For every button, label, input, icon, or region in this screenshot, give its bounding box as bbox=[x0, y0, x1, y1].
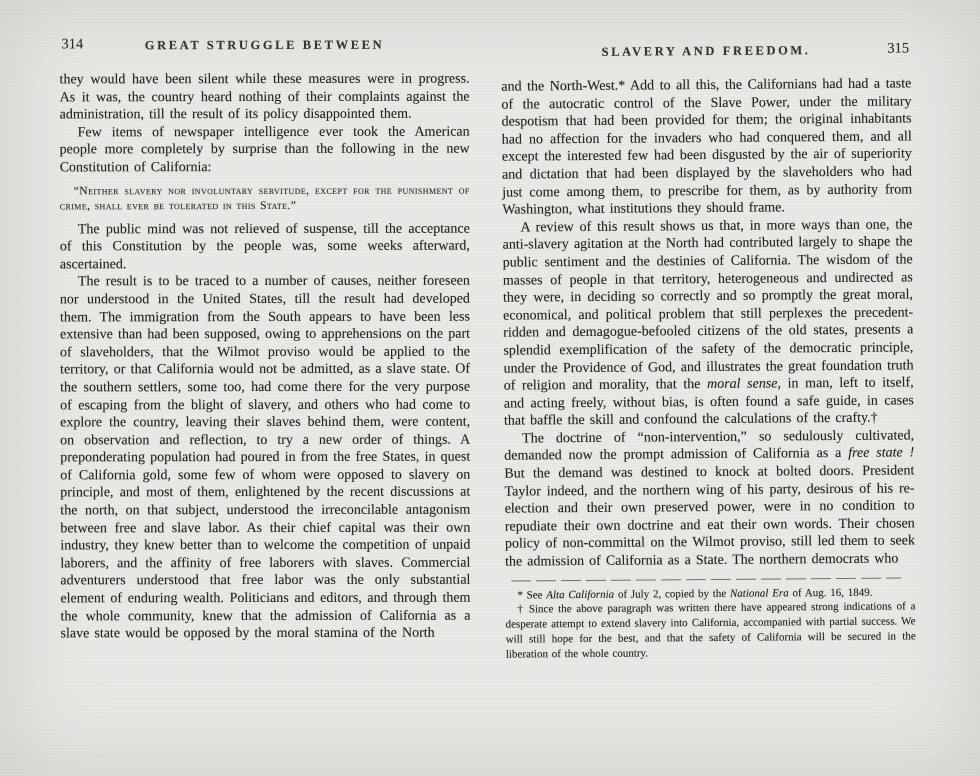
paragraph: The public mind was not relieved of suspense, till the acceptance of this Constitution by the people was, some weeks afterward, ascertained. bbox=[59, 221, 470, 273]
footnote-text: * See bbox=[517, 588, 547, 602]
right-page bbox=[501, 40, 916, 662]
footnote-dagger: † Since the above paragraph was written there have appeared strong indications of a desperate attempt to extend slavery into California, accompanied with partial success. We will still hope for the best, and that the safety of California will be secured in the liberation of the whole country. bbox=[505, 600, 916, 661]
constitution-quote: “Neither slavery nor involuntary servitude, except for the punishment of crime, shall ever be tolerated in this State.” bbox=[59, 183, 470, 213]
paragraph-continuation: and the North-West.* Add to all this, the Californians had had a taste of the autocratic control of the Slave Power, under the military despotism that had been provided for them; the original inhabitants had no affection for the invaders who had conquered them, and all except the interested few had been disgusted by the air of superiority and dictation that had been displayed by the slaveholders who had just come among them, to prescribe for them, as by authority from Washington, what institutions they should frame. bbox=[501, 76, 913, 218]
footnote-text: of July 2, copied by the bbox=[614, 587, 730, 601]
paragraph-continuation: they would have been silent while these measures were in progress. As it was, the country heard nothing of their complaints against the administration, till the result of its policy disappointed them. bbox=[59, 71, 470, 123]
right-page-header bbox=[501, 40, 911, 63]
footnotes bbox=[505, 585, 916, 662]
paragraph bbox=[504, 427, 915, 571]
paragraph bbox=[502, 216, 914, 430]
paragraph-text: The doctrine of “non-intervention,” so sedulously cultivated, demanded now the prompt admission of California as a bbox=[504, 428, 915, 465]
right-page-number: 315 bbox=[887, 40, 910, 57]
paragraph-text: But the demand was destined to knock at bolted doors. President Taylor indeed, and the northern wing of his party, desirous of his re-election and their own preserved power, were in no condition to repudiate their own doctrine and eat their own words. Their chosen policy of non-committal on the Wilmot proviso, still led them to seek the admission of California as a State. The northern democrats who bbox=[504, 463, 915, 570]
paragraph-text: A review of this result shows us that, in more ways than one, the anti-slavery agitation at the North had contributed largely to shape the public sentiment and the destinies of California. The wisdom of the masses of people in that territory, heterogeneous and undirected as they were, in deciding so correctly and so promptly the great moral, economical, and political problem that still perplexes the precedent-ridden and demagogue-befooled citizens of the old states, presents a splendid exemplification of the safety of the democratic principle, under the Providence of God, and illustrates the great foundation truth of religion and morality, that the bbox=[502, 217, 914, 394]
left-running-head: GREAT STRUGGLE BETWEEN bbox=[144, 37, 385, 53]
right-running-head: SLAVERY AND FREEDOM. bbox=[601, 43, 811, 59]
italic-phrase: free state ! bbox=[848, 445, 915, 462]
footnote-text: of Aug. 16, 1849. bbox=[788, 586, 873, 599]
italic-phrase: moral sense, bbox=[707, 376, 782, 393]
paragraph: Few items of newspaper intelligence ever took the American people more completely by surprise than the following in the new Constitution of California: bbox=[59, 124, 470, 176]
paragraph-text: in man, left to itself, and acting freely, without bias, is often found a safe guide, in cases that baffle the skill and confound the calculations of the crafty.† bbox=[503, 375, 914, 429]
left-page-number: 314 bbox=[61, 36, 84, 53]
publication-name: Alta California bbox=[546, 588, 615, 601]
left-page bbox=[59, 36, 470, 644]
footnote-separator bbox=[511, 577, 901, 581]
left-page-header bbox=[59, 36, 469, 57]
publication-name: National Era bbox=[729, 586, 789, 600]
paragraph: The result is to be traced to a number of causes, neither foreseen nor understood in the United States, till the result had developed them. The immigration from the South appears to have been less extensive than had been supposed, owing to apprehensions on the part of slaveholders, that the Wilmot proviso would be applied to the territory, or that California would not be admitted, as a slave state. Of the southern settlers, some too, had come there for the very purpose of escaping from the blight of slavery, and others who had come to explore the country, leaving their slaves behind them, were content, on observation and reflection, to try a new order of things. A preponderating population had poured in from the free States, in quest of California gold, some few of whom were opposed to slavery on principle, and most of them, enlightened by the recent discussions at the north, on that subject, understood the irreconcilable antagonism between free and slave labor. As their chief capital was their own industry, they knew better than to welcome the competition of unpaid laborers, and the affinity of free laborers with slaves. Commercial adventurers understood that free labor was the only substantial element of enduring wealth. Politicians and editors, and through them the whole community, knew that the admission of California as a slave state would be opposed by the moral stamina of the North bbox=[59, 273, 471, 642]
